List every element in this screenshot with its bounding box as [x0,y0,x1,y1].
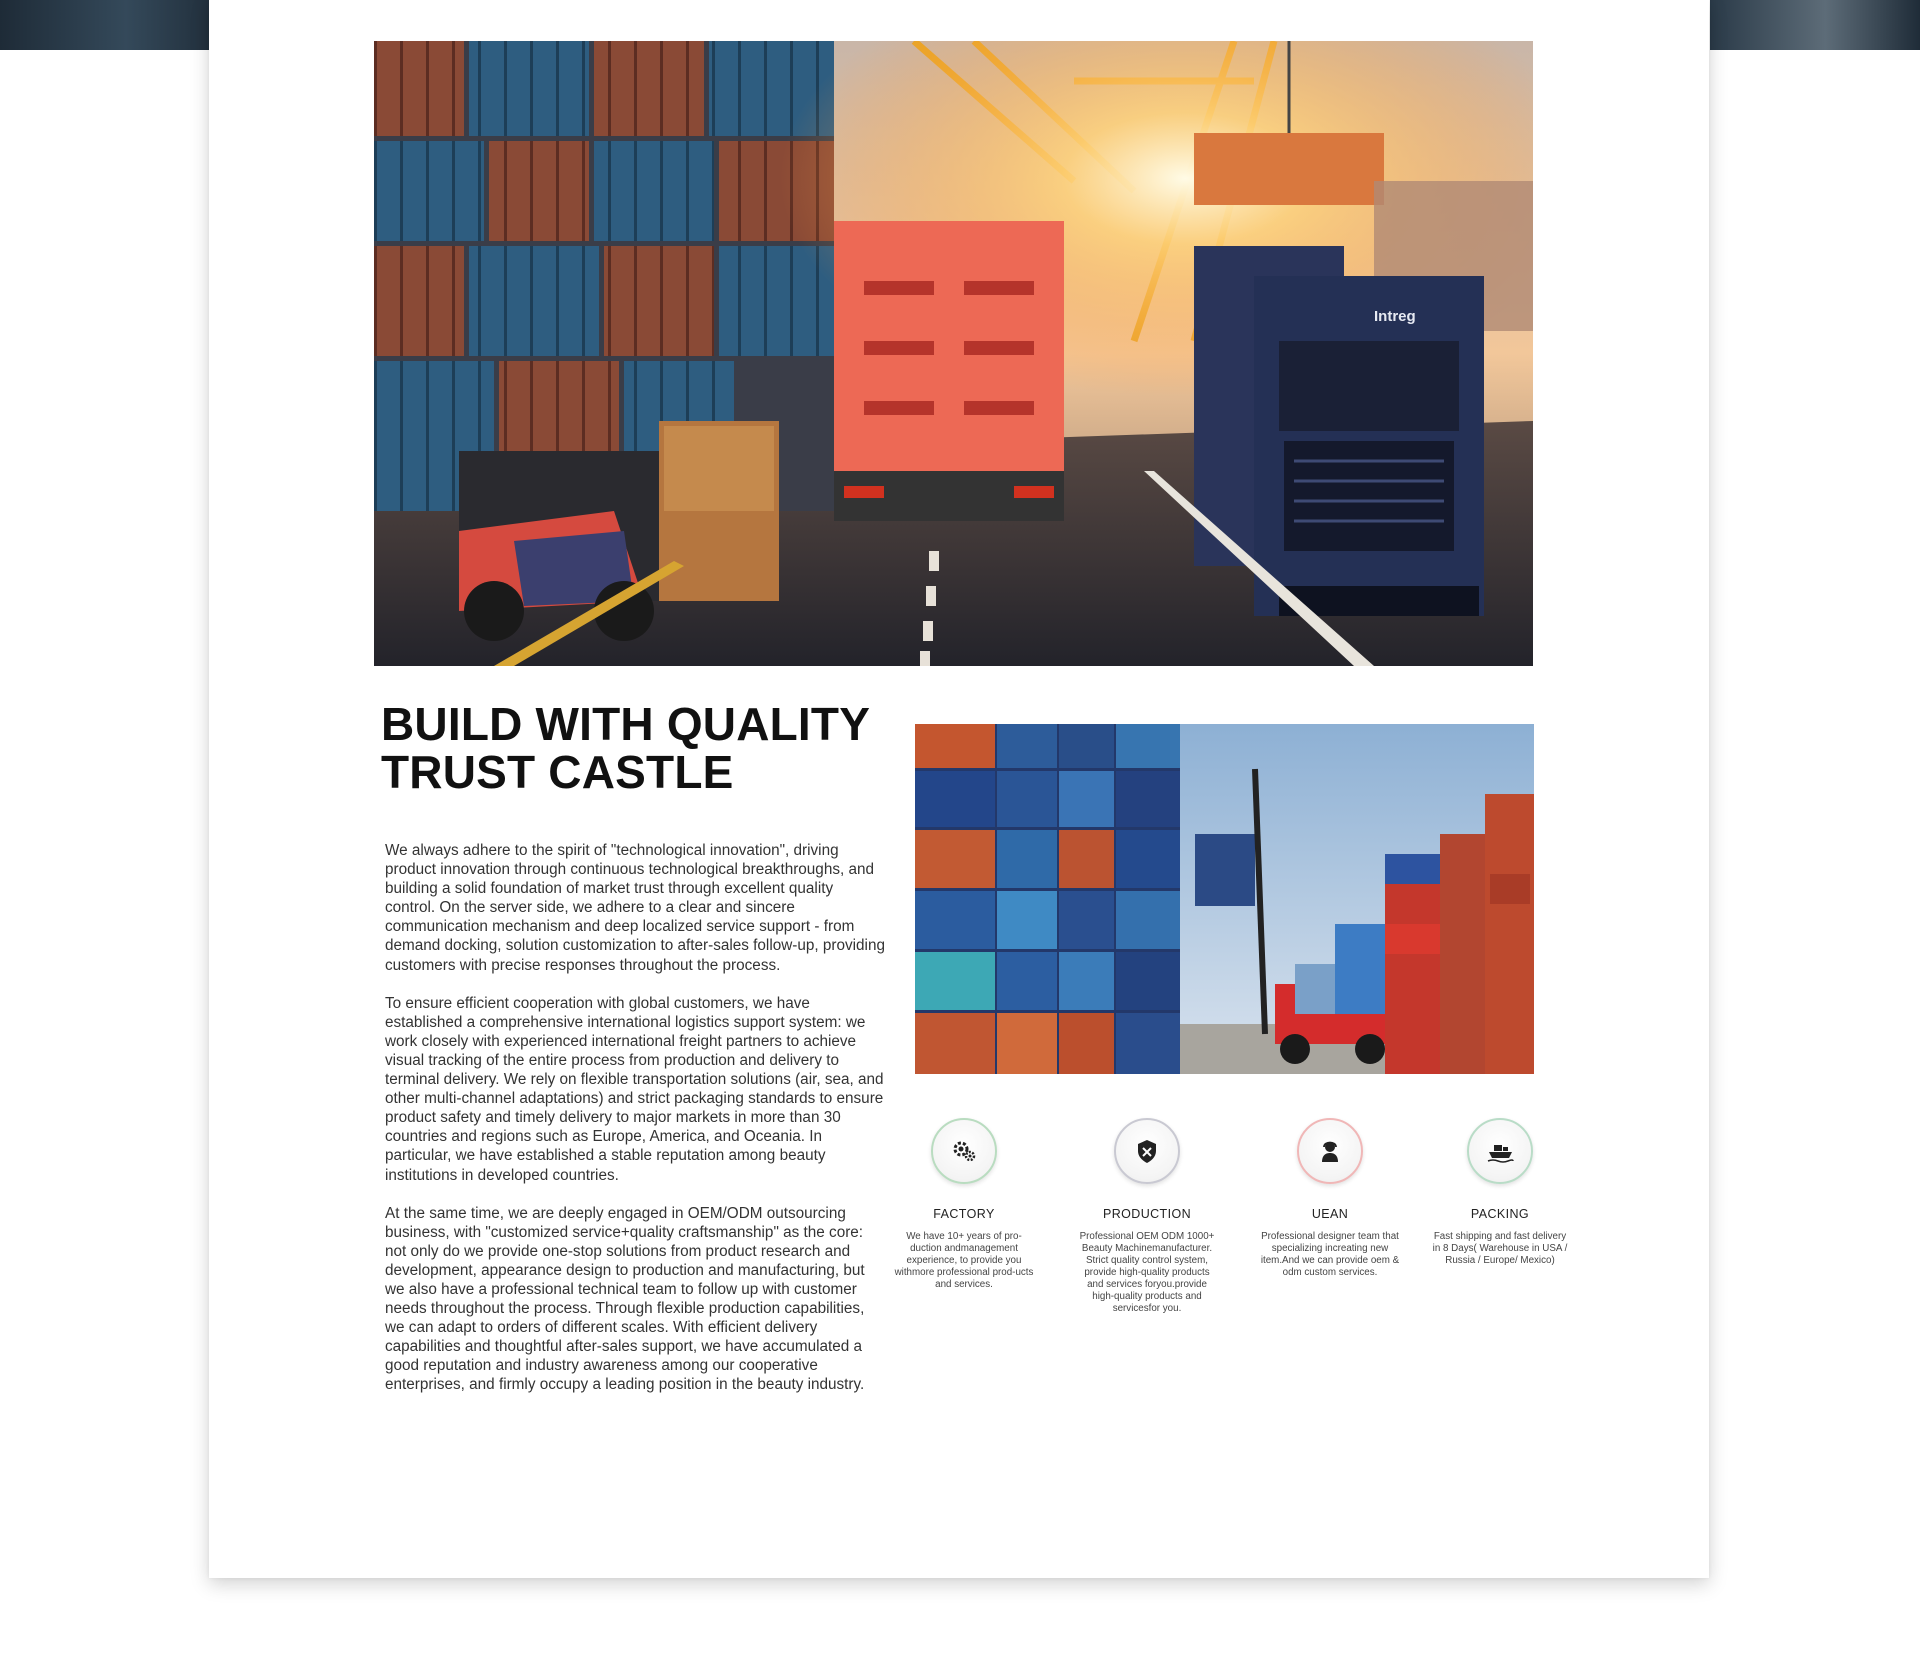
shield-tools-icon [1114,1118,1180,1184]
feature-production-desc: Professional OEM ODM 1000+ Beauty Machinemanufacturer. Strict quality control system, provide high-quality products and services foryou.provide high-quality products and servicesfor you. [1079,1231,1215,1314]
background-band-right [1710,0,1920,50]
page-headline [381,700,901,796]
ship-icon [1467,1118,1533,1184]
about-text-block [385,841,885,1414]
feature-production-title: PRODUCTION [1102,1207,1192,1221]
content-card [209,0,1709,1578]
about-paragraph-1: We always adhere to the spirit of "technological innovation", driving product innovation through continuous technological breakthroughs, and building a solid foundation of market trust through excellent quality control. On the server side, we adhere to a clear and sincere communication mechanism and deep localized service support - from demand docking, solution customization to after-sales follow-up, providing customers with precise responses throughout the process. [385,842,885,974]
feature-packing-desc: Fast shipping and fast delivery in 8 Days( Warehouse in USA / Russia / Europe/ Mexico) [1432,1231,1568,1266]
feature-uean-desc: Professional designer team that specializing increating new item.And we can provide oem & odm custom services. [1260,1231,1400,1278]
gears-icon [931,1118,997,1184]
support-agent-icon [1297,1118,1363,1184]
feature-factory [889,1118,1039,1291]
headline-line-2: TRUST CASTLE [381,746,734,798]
truck-brand-label: Intreg [1374,308,1416,325]
feature-packing [1425,1118,1575,1267]
feature-packing-title: PACKING [1470,1207,1530,1221]
about-paragraph-3: At the same time, we are deeply engaged in OEM/ODM outsourcing business, with "customized service+quality craftsmanship" as the core: not only do we provide one-stop solutions from product research and development, appearance design to production and manufacturing, but we also have a professional technical team to follow up with customer needs throughout the process. Through flexible production capabilities, we can adapt to orders of different scales. With efficient delivery capabilities and thoughtful after-sales support, we have accumulated a good reputation and industry awareness among our cooperative enterprises, and firmly occupy a leading position in the beauty industry. [385,1204,865,1394]
feature-factory-desc: We have 10+ years of pro-duction andmanagement experience, to provide you withmore professional prod-ucts and services. [894,1231,1034,1290]
feature-uean [1255,1118,1405,1279]
features-row [889,1118,1569,1318]
feature-production [1072,1118,1222,1315]
container-yard-image [915,724,1534,1074]
hero-logistics-image [374,41,1533,666]
headline-line-1: BUILD WITH QUALITY [381,698,871,750]
feature-uean-title: UEAN [1311,1207,1349,1221]
feature-factory-title: FACTORY [933,1207,995,1221]
background-band-left [0,0,210,50]
about-paragraph-2: To ensure efficient cooperation with global customers, we have established a comprehensive international logistics support system: we work closely with experienced international freight partners to achieve visual tracking of the entire process from production and delivery to terminal delivery. We rely on flexible transportation solutions (air, sea, and other multi-channel adaptations) and strict packaging standards to ensure product safety and timely delivery to major markets in more than 30 countries and regions such as Europe, America, and Oceania. In particular, we have established a stable reputation among beauty institutions in developed countries. [385,994,884,1184]
